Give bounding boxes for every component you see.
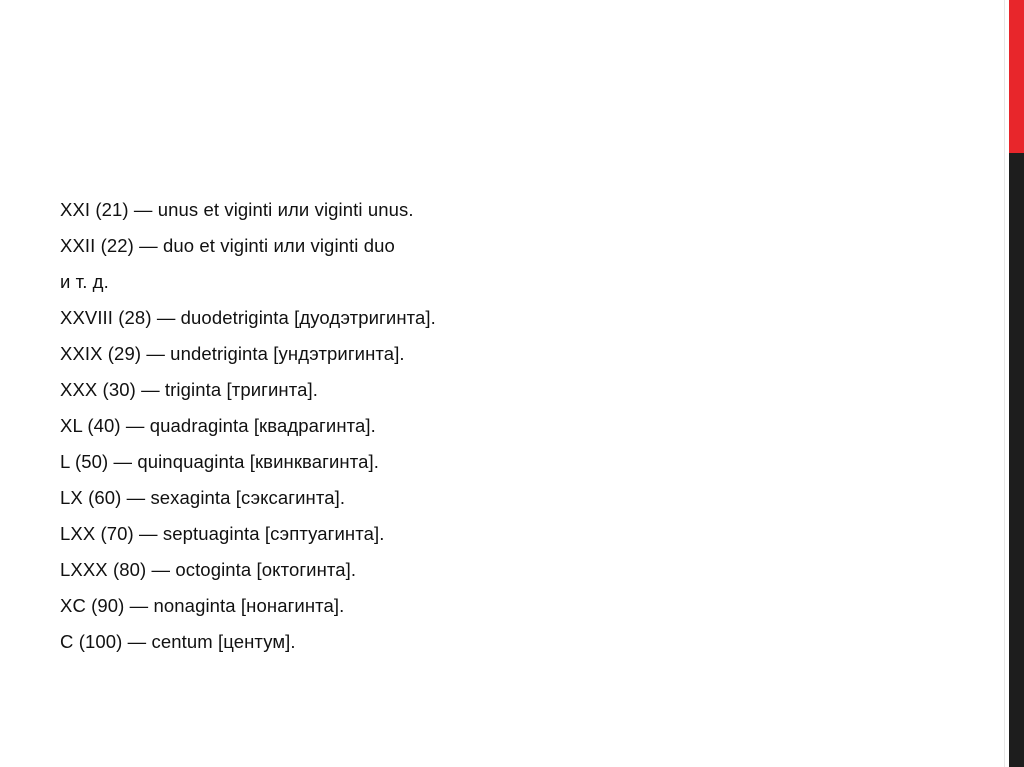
list-item: XXX (30) — triginta [тригинта]. bbox=[60, 379, 318, 400]
numeral-list bbox=[60, 192, 980, 660]
list-item: XXII (22) — duo et viginti или viginti duo bbox=[60, 235, 395, 256]
accent-bar-red bbox=[1009, 0, 1024, 153]
list-item: XC (90) — nonaginta [нонагинта]. bbox=[60, 595, 345, 616]
list-item: и т. д. bbox=[60, 271, 109, 292]
list-item: C (100) — centum [центум]. bbox=[60, 631, 296, 652]
slide-edge-divider bbox=[1004, 0, 1005, 767]
list-item: LXX (70) — septuaginta [сэптуагинта]. bbox=[60, 523, 385, 544]
list-item: XXVIII (28) — duodetriginta [дуодэтригинта]. bbox=[60, 307, 436, 328]
list-item: XXIX (29) — undetriginta [ундэтригинта]. bbox=[60, 343, 405, 364]
list-item: XXI (21) — unus et viginti или viginti unus. bbox=[60, 199, 414, 220]
list-item: L (50) — quinquaginta [квинквагинта]. bbox=[60, 451, 379, 472]
list-item: LX (60) — sexaginta [сэксагинта]. bbox=[60, 487, 346, 508]
list-item: LXXX (80) — octoginta [октогинта]. bbox=[60, 559, 357, 580]
accent-bar-dark bbox=[1009, 153, 1024, 767]
list-item: XL (40) — quadraginta [квадрагинта]. bbox=[60, 415, 376, 436]
